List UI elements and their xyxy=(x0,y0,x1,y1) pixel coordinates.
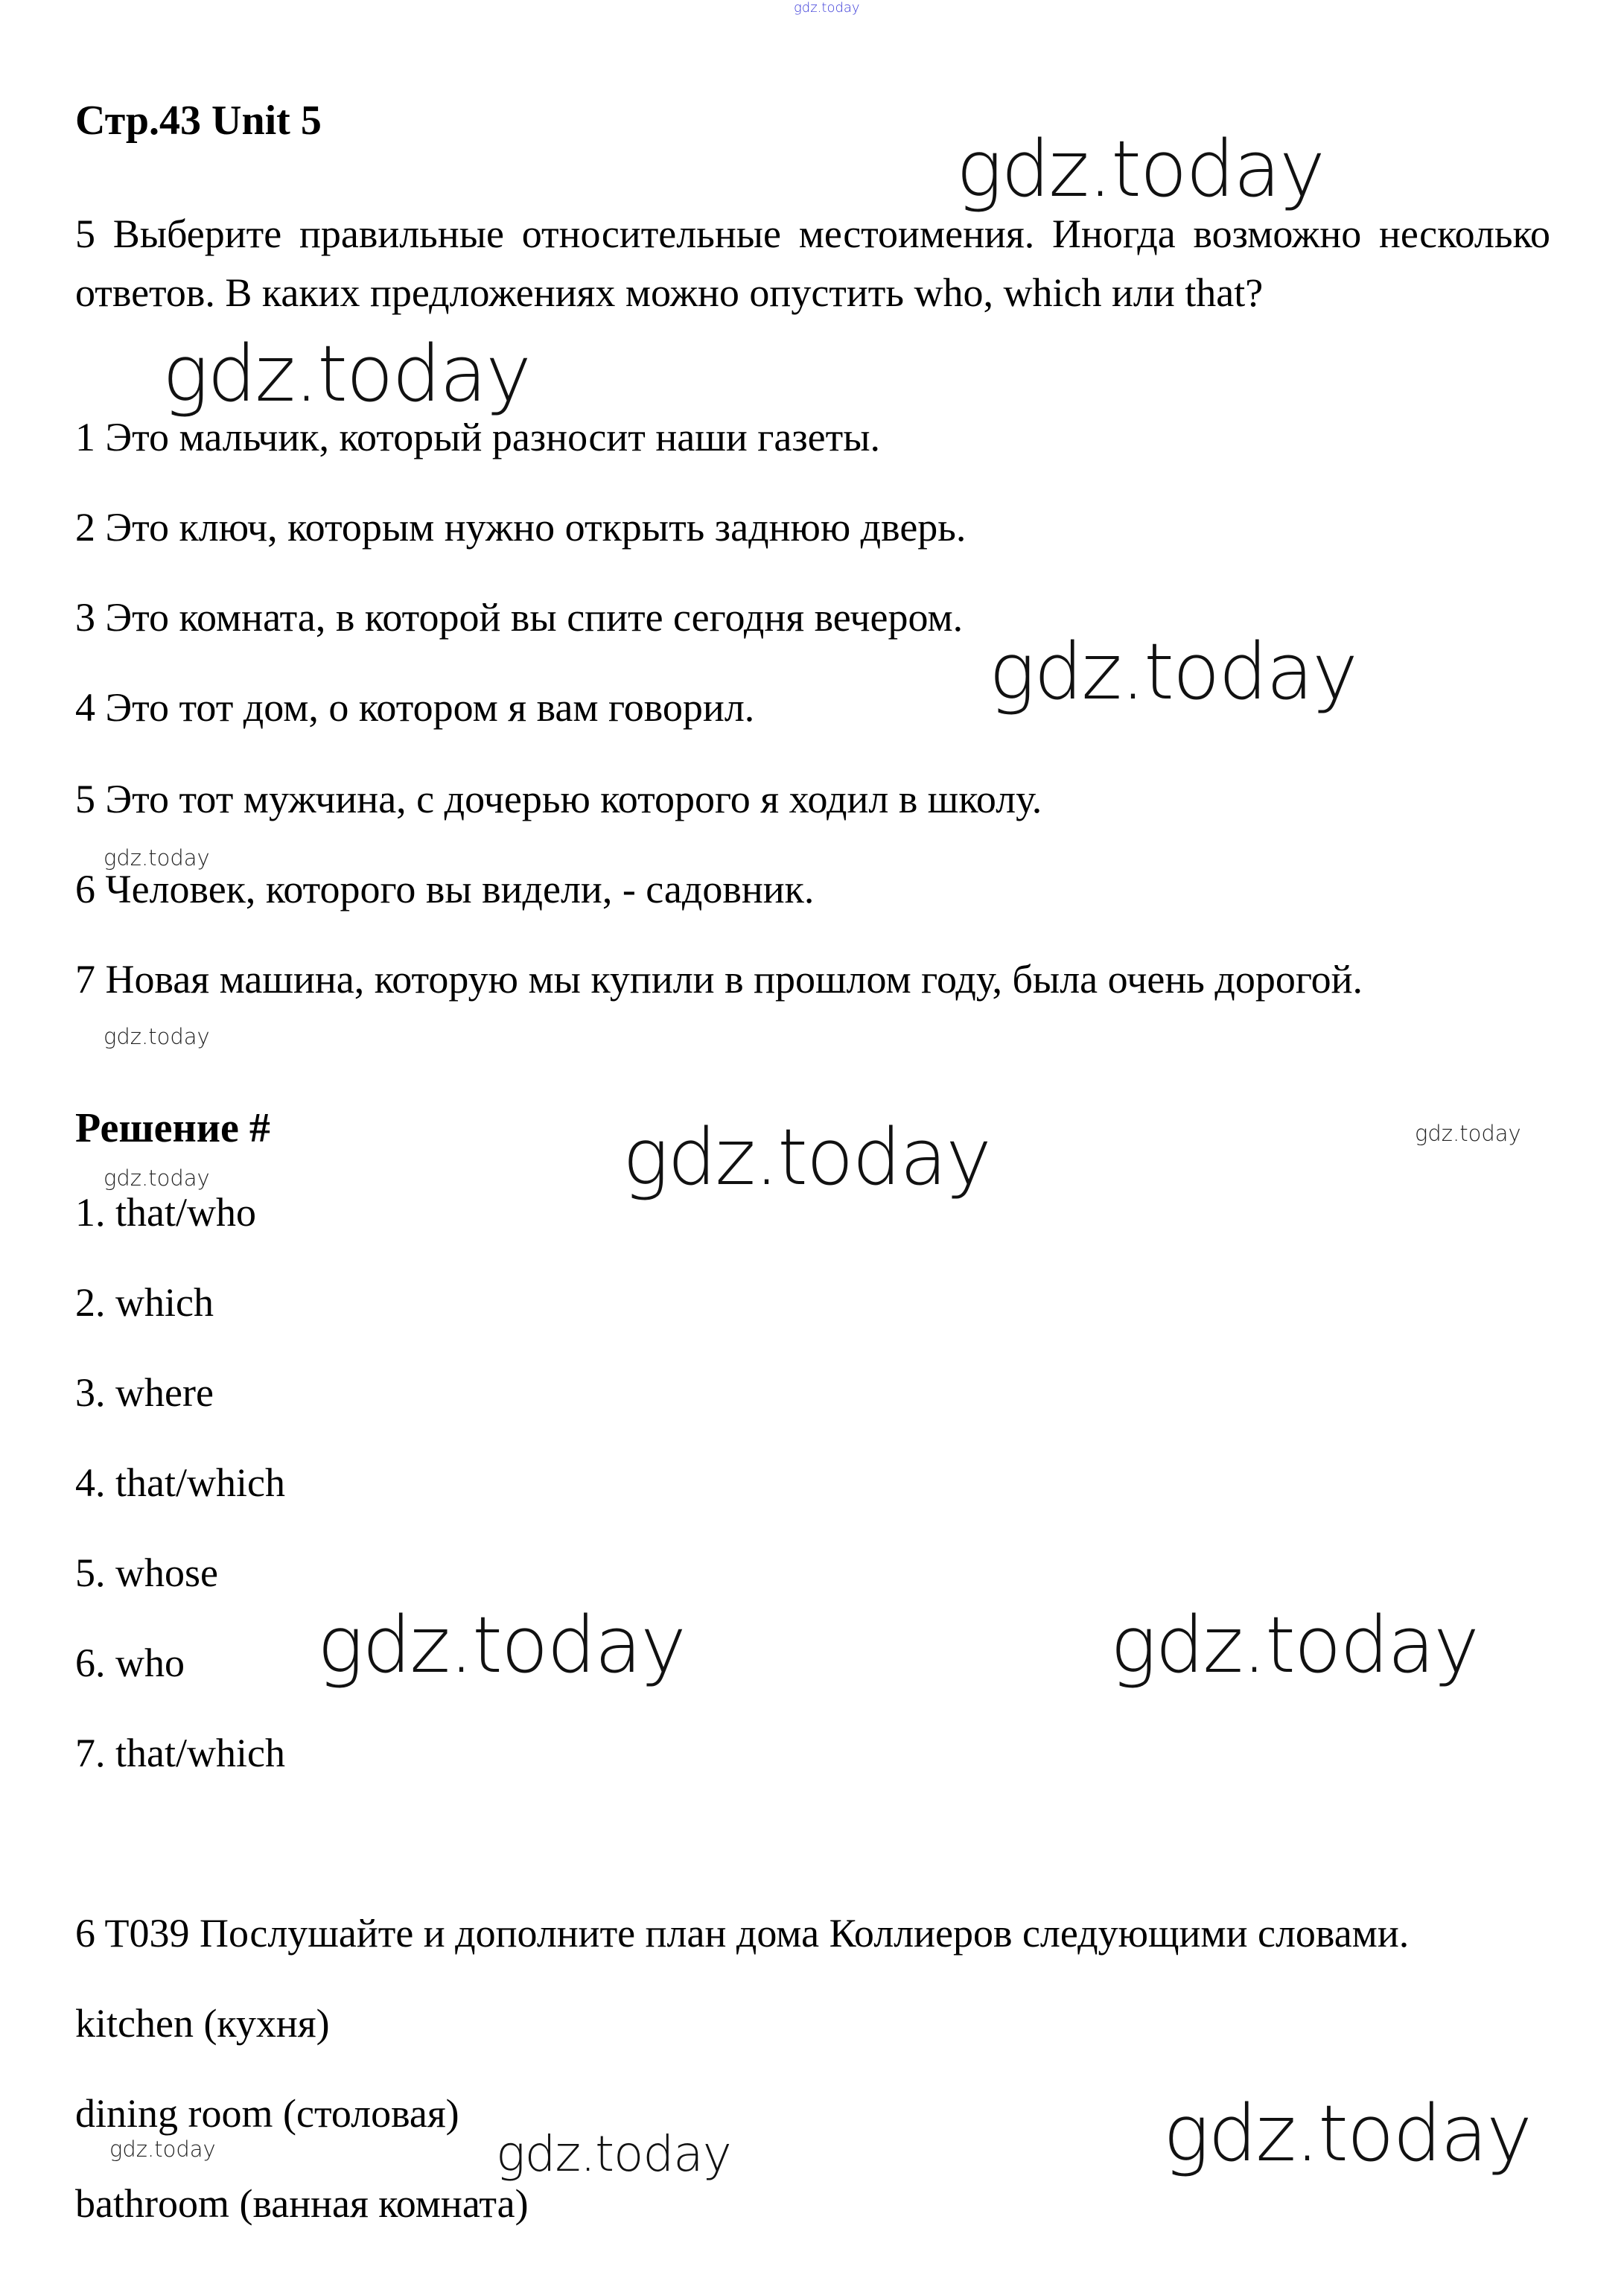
watermark: gdz.today xyxy=(104,1024,210,1049)
answer-item: 2. which xyxy=(75,1280,214,1325)
answer-item: 6. who xyxy=(75,1641,185,1685)
exercise-item: 2 Это ключ, которым нужно открыть заднюю дверь. xyxy=(75,505,967,550)
watermark: gdz.today xyxy=(317,1600,685,1690)
exercise-item: 1 Это мальчик, который разносит наши газеты. xyxy=(75,415,881,459)
page-title: Стр.43 Unit 5 xyxy=(75,98,322,144)
watermark: gdz.today xyxy=(1163,2088,1531,2179)
answer-item: 4. that/which xyxy=(75,1460,285,1505)
watermark: gdz.today xyxy=(794,0,860,16)
watermark: gdz.today xyxy=(109,2136,216,2162)
answer-item: 5. whose xyxy=(75,1550,218,1595)
word-item: dining room (столовая) xyxy=(75,2091,459,2136)
watermark: gdz.today xyxy=(104,845,210,871)
watermark: gdz.today xyxy=(956,124,1324,214)
exercise-item: 3 Это комната, в которой вы спите сегодня вечером. xyxy=(75,595,964,640)
answer-item: 1. that/who xyxy=(75,1190,256,1235)
exercise-5-prompt: 5 Выберите правильные относительные местоимения. Иногда возможно несколько ответов. В каких предложениях можно опустить who, which или that? xyxy=(75,211,1550,315)
exercise-6-prompt: 6 T039 Послушайте и дополните план дома Коллиеров следующими словами. xyxy=(75,1911,1410,1956)
word-item: kitchen (кухня) xyxy=(75,2001,330,2046)
watermark: gdz.today xyxy=(1415,1121,1521,1146)
watermark: gdz.today xyxy=(162,328,530,419)
word-item: bathroom (ванная комната) xyxy=(75,2181,529,2226)
exercise-item: 4 Это тот дом, о котором я вам говорил. xyxy=(75,685,755,730)
solution-heading: Решение # xyxy=(75,1105,270,1151)
watermark: gdz.today xyxy=(1110,1600,1478,1690)
watermark: gdz.today xyxy=(622,1112,990,1203)
watermark: gdz.today xyxy=(496,2125,731,2183)
exercise-item: 7 Новая машина, которую мы купили в прошлом году, была очень дорогой. xyxy=(75,957,1363,1002)
watermark: gdz.today xyxy=(104,1165,210,1191)
watermark: gdz.today xyxy=(989,626,1357,717)
exercise-item: 6 Человек, которого вы видели, - садовник. xyxy=(75,867,815,911)
answer-item: 3. where xyxy=(75,1370,214,1415)
exercise-item: 5 Это тот мужчина, с дочерью которого я ходил в школу. xyxy=(75,777,1042,821)
answer-item: 7. that/which xyxy=(75,1731,285,1775)
